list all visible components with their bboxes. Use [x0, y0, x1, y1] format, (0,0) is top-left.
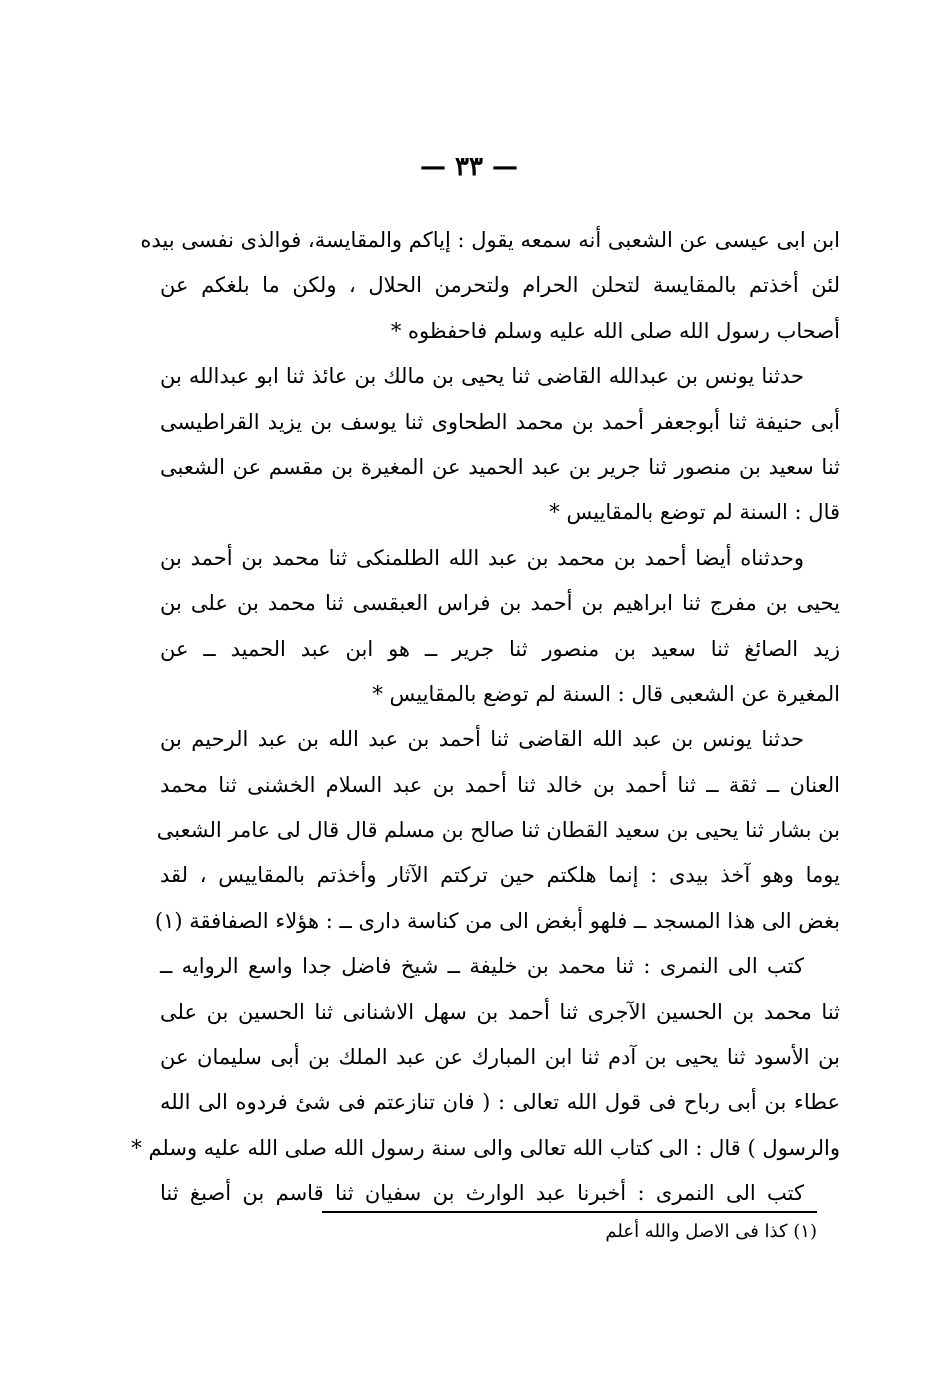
text-line: المغيرة عن الشعبى قال : السنة لم توضع بالمقاييس * — [372, 681, 840, 706]
text-line: لئن أخذتم بالمقايسة لتحلن الحرام ولتحرمن الحلال ، ولكن ما بلغكم عن — [160, 273, 840, 298]
text-line: أصحاب رسول الله صلى الله عليه وسلم فاحفظوه * — [390, 318, 840, 343]
text-line: عطاء بن أبى رباح فى قول الله تعالى : ( فان تنازعتم فى شئ فردوه الى الله — [160, 1090, 840, 1115]
text-line: يحيى بن مفرج ثنا ابراهيم بن أحمد بن فراس العبقسى ثنا محمد بن على بن — [160, 591, 840, 616]
text-line: أبى حنيفة ثنا أبوجعفر أحمد بن محمد الطحاوى ثنا يوسف بن يزيد القراطيسى — [160, 409, 840, 434]
text-line: ثنا محمد بن الحسين الآجرى ثنا أحمد بن سهل الاشنانى ثنا الحسين بن على — [160, 999, 840, 1024]
text-line: بن بشار ثنا يحيى بن سعيد القطان ثنا صالح بن مسلم قال قال لى عامر الشعبى — [156, 818, 840, 843]
text-line: حدثنا يونس بن عبد الله القاضى ثنا أحمد بن عبد الله بن عبد الرحيم بن — [160, 727, 804, 752]
text-line: وحدثناه أيضا أحمد بن محمد بن عبد الله الطلمنكى ثنا محمد بن أحمد بن — [160, 545, 804, 570]
text-line: كتب الى النمرى : ثنا محمد بن خليفة ــ شيخ فاضل جدا واسع الروايه ــ — [160, 954, 804, 979]
body-text — [131, 218, 840, 1217]
footnote-divider — [322, 1211, 817, 1213]
text-line: يوما وهو آخذ بيدى : إنما هلكتم حين تركتم الآثار وأخذتم بالمقاييس ، لقد — [160, 863, 840, 888]
text-line: والرسول ) قال : الى كتاب الله تعالى والى سنة رسول الله صلى الله عليه وسلم * — [131, 1135, 840, 1160]
footnote: (١) كذا فى الاصل والله أعلم — [605, 1221, 817, 1242]
text-line: ابن ابى عيسى عن الشعبى أنه سمعه يقول : إياكم والمقايسة، فوالذى نفسى بيده — [140, 228, 840, 252]
text-line: حدثنا يونس بن عبدالله القاضى ثنا يحيى بن مالك بن عائذ ثنا ابو عبدالله بن — [160, 364, 804, 389]
text-line: كتب الى النمرى : أخبرنا عبد الوارث بن سفيان ثنا قاسم بن أصبغ ثنا — [160, 1181, 804, 1206]
text-line: بن الأسود ثنا يحيى بن آدم ثنا ابن المبارك عن عبد الملك بن أبى سليمان عن — [160, 1045, 840, 1070]
text-line: زيد الصائغ ثنا سعيد بن منصور ثنا جرير ــ هو ابن عبد الحميد ــ عن — [160, 636, 840, 661]
text-line: ثنا سعيد بن منصور ثنا جرير بن عبد الحميد عن المغيرة بن مقسم عن الشعبى — [160, 454, 840, 479]
text-line: العنان ــ ثقة ــ ثنا أحمد بن خالد ثنا أحمد بن عبد السلام الخشنى ثنا محمد — [160, 772, 840, 797]
text-line: بغض الى هذا المسجد ــ فلهو أبغض الى من كناسة دارى ــ : هؤلاء الصفافقة (١) — [154, 908, 840, 933]
page-number: — ٣٣ — — [419, 152, 519, 182]
text-line: قال : السنة لم توضع بالمقاييس * — [549, 500, 840, 525]
